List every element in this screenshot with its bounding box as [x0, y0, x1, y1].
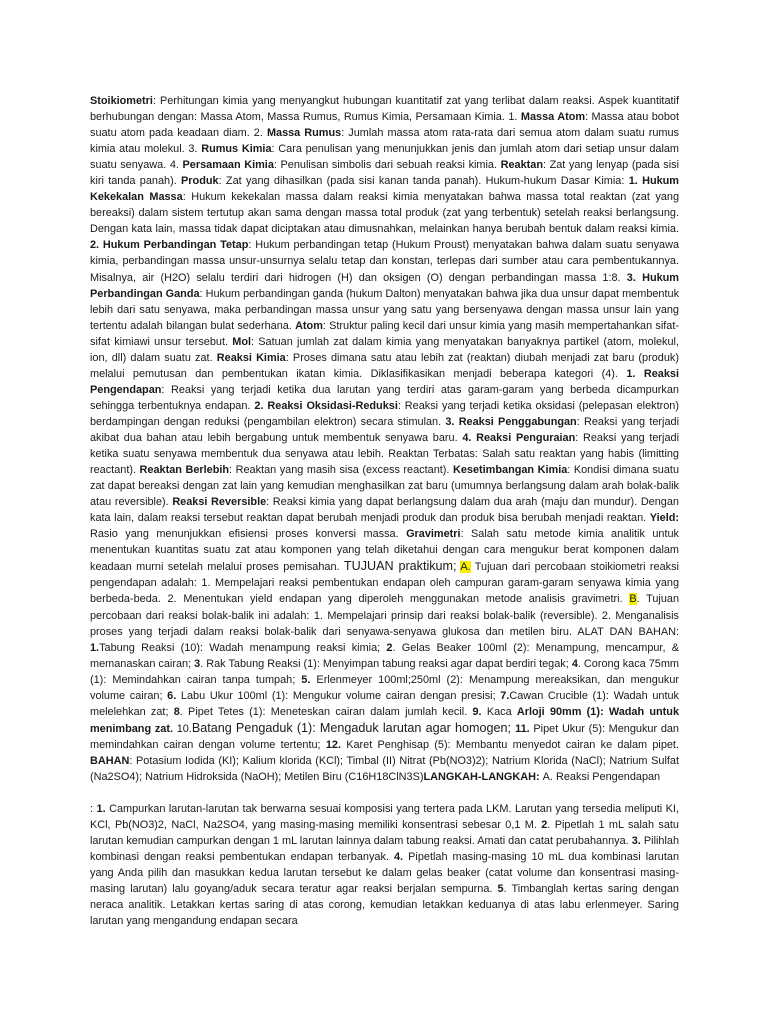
text: . Gelas Beaker 100ml (2): Menampung, mencampur, & memanaskan cairan;: [90, 641, 679, 670]
document-page: [90, 93, 679, 929]
text: : Penulisan simbolis dari sebuah reaksi kimia.: [273, 159, 501, 172]
bold-term: 4: [571, 657, 578, 670]
bold-term: Reaksi Reversible: [172, 496, 267, 509]
bold-term: 6.: [167, 689, 177, 702]
text: : Reaksi yang terjadi ketika suatu senyawa membentuk dua senyawa atau lebih. Reaktan Terbatas: Salah satu reaktan yang habis (limitting reactant).: [90, 431, 680, 477]
bold-term: 2: [386, 641, 393, 654]
bold-term: 11.: [515, 722, 530, 735]
bold-term: 3: [194, 657, 201, 670]
bold-term: 1.: [96, 803, 106, 816]
bold-term: BAHAN: [90, 754, 130, 767]
bold-term: Reaktan: [500, 159, 543, 172]
bold-term: 4. Reaksi Penguraian: [462, 431, 576, 444]
text: Campurkan larutan-larutan tak berwarna sesuai komposisi yang tertera pada LKM. Larutan yang tersedia meliputi KI, KCl, Pb(NO3)2, NaCl, Na2SO4, yang masing-masing memiliki konsentrasi sebesar 0,1 M.: [90, 803, 679, 832]
bold-term: Reaktan Berlebih: [139, 464, 230, 477]
highlight-b: B: [629, 593, 637, 606]
bold-term: 1.: [90, 641, 100, 654]
text: Pilihlah kombinasi dengan reaksi pembentukan endapan terbanyak.: [90, 835, 680, 864]
text: . Pipet Tetes (1): Meneteskan cairan dalam jumlah kecil.: [179, 705, 473, 718]
text: . Corong kaca 75mm (1): Memindahkan cairan tanpa tumpah;: [90, 657, 679, 686]
text: A. Reaksi Pengendapan: [542, 770, 661, 783]
bold-term: 2: [541, 819, 548, 832]
text: : Hukum perbandingan tetap (Hukum Proust) menyatakan bahwa dalam suatu senyawa kimia, perbandingan massa unsur-unsurnya selalu tetap dan konstan, terlepas dari sumber atau cara pembentukannya. Misalnya, air (H2O) selalu terdiri dari hidrogen (H) dan oksigen (O) dengan perbandingan massa 1:8.: [90, 239, 679, 284]
text: Labu Ukur 100ml (1): Mengukur volume cairan dengan presisi;: [176, 689, 501, 702]
text: : Hukum kekekalan massa dalam reaksi kimia menyatakan bahwa massa total reaktan (zat yang bereaksi) dalam sistem tertutup akan sama dengan massa total produk (zat yang terbentuk) setelah reaksi berlangsung. Dengan kata lain, massa tidak dapat diciptakan atau dimusnahkan, melainkan hanya berubah bentuk dalam reaksi kimia.: [90, 191, 680, 236]
bold-term: Produk: [181, 175, 219, 188]
text: : Kondisi dimana suatu zat dapat bereaksi dengan zat lain yang kemudian menghasilkan zat baru (umumnya berlangsung dalam arah bolak-balik atau reversible).: [90, 464, 680, 509]
text: : Reaksi kimia yang dapat berlangsung dalam dua arah (maju dan mundur). Dengan kata lain, dalam reaksi tersebut reaktan dapat berubah menjadi produk dan produk bisa berubah menjadi reaktan.: [90, 496, 679, 525]
bold-term: Arloji 90mm (1): Wadah untuk menimbang zat.: [90, 705, 680, 735]
text: : Zat yang dihasilkan (pada sisi kanan tanda panah). Hukum-hukum Dasar Kimia:: [218, 175, 629, 188]
bold-term: 1. Reaksi Pengendapan: [90, 367, 679, 396]
text: Cawan Crucible (1): Wadah untuk melelehkan zat;: [90, 689, 679, 718]
text: . Pipetlah 1 mL salah satu larutan kemudian campurkan dengan 1 mL larutan lainnya dalam tabung reaksi. Amati dan catat perubahannya.: [90, 819, 679, 848]
large-text: TUJUAN praktikum;: [343, 559, 457, 574]
text: : Jumlah massa atom rata-rata dari semua atom dalam suatu rumus kimia atau molekul. 3.: [90, 127, 679, 156]
bold-term: 12.: [325, 738, 341, 751]
text: : Reaksi yang terjadi ketika oksidasi (pelepasan elektron) berdampingan dengan reduksi (pengambilan elektron) secara stimulan.: [90, 399, 679, 428]
text: : Cara penulisan yang menunjukkan jenis dan jumlah atom dari setiap unsur dalam suatu senyawa. 4.: [90, 143, 680, 172]
text: . Timbanglah kertas saring dengan neraca analitik. Letakkan kertas saring di atas corong, kemudian letakkan keduanya di atas labu erlenmeyer. Saring larutan yang mengandung endapan secara: [90, 883, 679, 928]
text: : Reaksi yang terjadi ketika dua larutan yang terdiri atas garam-garam yang berbeda dicampurkan sehingga terbentuknya endapan.: [90, 383, 679, 412]
bold-term: Atom: [295, 319, 323, 332]
text: : Perhitungan kimia yang menyangkut hubungan kuantitatif zat yang terlibat dalam reaksi. Aspek kuantitatif berhubungan dengan: Massa Atom, Massa Rumus, Rumus Kimia, Persamaan Kimia. 1.: [90, 95, 679, 124]
large-text: Batang Pengaduk (1): Mengaduk larutan agar homogen;: [191, 720, 516, 735]
text: Tujuan dari percobaan stoikiometri reaksi pengendapan adalah: 1. Mempelajari reaksi pembentukan endapan oleh campuran garam-garam senyawa kimia yang berbeda-beda. 2. Menentukan yield endapan yang diperoleh menggunakan metode analisis gravimetri.: [90, 561, 679, 606]
text: : Reaktan yang masih sisa (excess reactant).: [229, 464, 453, 477]
bold-term: Rumus Kimia: [201, 143, 272, 156]
bold-term: Stoikiometri: [90, 95, 153, 107]
text: . Rak Tabung Reaksi (1): Menyimpan tabung reaksi agar dapat berdiri tegak;: [200, 657, 572, 670]
bold-term: 5.: [301, 673, 311, 686]
bold-term: 3. Reaksi Penggabungan: [445, 415, 577, 428]
bold-term: Mol: [232, 335, 252, 348]
bold-term: 3. Hukum Perbandingan Ganda: [90, 271, 679, 300]
bold-term: Kesetimbangan Kimia: [452, 464, 568, 477]
bold-term: LANGKAH-LANGKAH:: [423, 770, 543, 783]
text: : Salah satu metode kimia analitik untuk menentukan kuantitas suatu zat atau komponen yang telah diketahui dengan cara mengukur berat komponen dalam keadaan murni setelah melalui proses pemisahan.: [90, 528, 680, 574]
text: Karet Penghisap (5): Membantu menyedot cairan ke dalam pipet.: [340, 738, 679, 751]
bold-term: 8: [173, 705, 180, 718]
text: :: [90, 803, 97, 816]
text: : Struktur paling kecil dari unsur kimia yang masih mempertahankan sifat-sifat kimiawi unsur tersebut.: [90, 319, 679, 348]
text: Erlenmeyer 100ml;250ml (2): Menampung mereaksikan, dan mengukur volume cairan;: [90, 673, 680, 702]
bold-term: Massa Rumus: [266, 127, 342, 140]
bold-term: Massa Atom: [520, 111, 586, 124]
text: . Tujuan percobaan dari reaksi bolak-balik ini adalah: 1. Mempelajari prinsip dari reaksi bolak-balik (reversible). 2. Menganalisis proses yang terjadi dalam reaksi bolak-balik dari senyawa-senyawa glukosa dan metilen biru. ALAT DAN BAHAN:: [90, 593, 680, 638]
text: : Potasium Iodida (KI); Kalium klorida (KCl); Timbal (II) Nitrat (Pb(NO3)2); Natrium Klorida (NaCl); Natrium Sulfat (Na2SO4); Natrium Hidroksida (NaOH); Metilen Biru (C16H18ClN3S): [90, 754, 679, 783]
bold-term: 5: [497, 883, 504, 896]
text: : Satuan jumlah zat dalam kimia yang menyatakan banyaknya partikel (atom, molekul, ion, dll) dalam suatu zat.: [90, 335, 679, 364]
text: Pipet Ukur (5): Mengukur dan memindahkan cairan dengan volume tertentu;: [90, 722, 679, 751]
text: Rasio yang menunjukkan efisiensi proses konversi massa.: [90, 528, 407, 541]
paragraph-steps: [90, 801, 679, 929]
bold-term: 2. Reaksi Oksidasi-Reduksi: [254, 399, 398, 412]
paragraph-theory: [90, 93, 679, 785]
bold-term: 3.: [631, 835, 641, 848]
text: : Massa atau bobot suatu atom pada keadaan diam. 2.: [90, 111, 679, 140]
text: Pipetlah masing-masing 10 mL dua kombinasi larutan yang Anda pilih dan masukkan kedua larutan tersebut ke dalam gelas beaker (catat volume dan konsentrasi masing-masing larutan) lalu goyang/aduk secara teratur agar reaksi berjalan sempurna.: [90, 851, 680, 896]
text: Kaca: [481, 705, 517, 718]
bold-term: Yield:: [649, 512, 679, 525]
text: Tabung Reaksi (10): Wadah menampung reaksi kimia;: [99, 641, 387, 654]
bold-term: 9.: [472, 705, 482, 718]
highlight-a: A.: [460, 561, 471, 574]
bold-term: 1. Hukum Kekekalan Massa: [90, 175, 679, 204]
text: : Proses dimana satu atau lebih zat (reaktan) diubah menjadi zat baru (produk) melalui pemutusan dan pembentukan ikatan kimia. Diklasifikasikan menjadi beberapa kategori (4).: [90, 351, 679, 380]
text: : Reaksi yang terjadi akibat dua bahan atau lebih bergabung untuk membentuk senyawa baru.: [90, 415, 680, 444]
bold-term: 7.: [500, 689, 510, 702]
text: 10.: [176, 722, 192, 735]
text: : Hukum perbandingan ganda (hukum Dalton) menyatakan bahwa jika dua unsur dapat membentuk lebih dari satu senyawa, maka perbandingan massa unsur yang satu yang bersenyawa dengan massa unsur lain yang tertentu adalah bilangan bulat sederhana.: [90, 287, 680, 332]
bold-term: Persamaan Kimia: [182, 159, 274, 172]
bold-term: Gravimetri: [406, 528, 461, 541]
bold-term: 2. Hukum Perbandingan Tetap: [90, 239, 249, 252]
text: : Zat yang lenyap (pada sisi kiri tanda panah).: [90, 159, 679, 188]
bold-term: 4.: [394, 851, 404, 864]
bold-term: Reaksi Kimia: [216, 351, 286, 364]
